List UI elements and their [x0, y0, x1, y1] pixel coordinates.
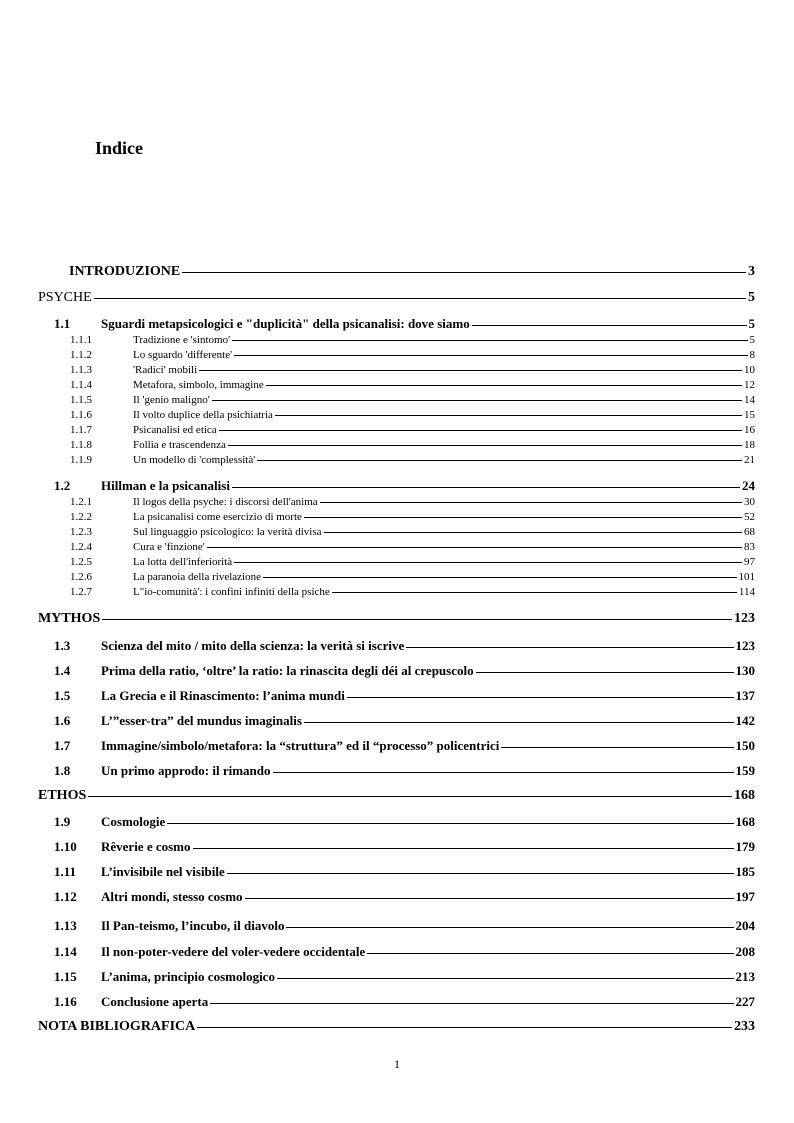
toc-entry-title: Follia e trascendenza — [133, 439, 226, 451]
page-number: 1 — [394, 1057, 400, 1071]
toc-leader-line — [275, 415, 742, 416]
toc-page-number: 15 — [744, 409, 755, 421]
toc-entry-title: Altri mondi, stesso cosmo — [101, 889, 243, 904]
toc-leader-line — [212, 400, 742, 401]
toc-leader-line — [472, 325, 747, 326]
toc-entry-title: Immagine/simbolo/metafora: la “struttura” ed il “processo” policentrici — [101, 738, 500, 753]
toc-section-number: 1.5 — [54, 688, 71, 703]
toc-page-number: 10 — [744, 364, 755, 376]
toc-entry-title: Psicanalisi ed etica — [133, 424, 217, 436]
toc-leader-line — [286, 927, 733, 928]
toc-leader-line — [245, 898, 734, 899]
toc-leader-line — [304, 722, 734, 723]
toc-section-number: 1.2.4 — [70, 541, 92, 553]
toc-section[interactable] — [54, 994, 755, 1010]
toc-entry-title: ETHOS — [38, 788, 87, 803]
toc-page-number: 8 — [749, 349, 755, 361]
toc-leader-line — [197, 1027, 732, 1028]
toc-page-number: 168 — [734, 788, 755, 803]
toc-subsection[interactable] — [70, 364, 755, 376]
toc-section-number: 1.16 — [54, 994, 77, 1009]
toc-subsection[interactable] — [70, 349, 755, 361]
toc-section-number: 1.1.3 — [70, 364, 92, 376]
toc-page-number: 21 — [744, 454, 755, 466]
toc-section[interactable] — [54, 638, 755, 654]
toc-section[interactable] — [54, 663, 755, 679]
toc-page-number: 130 — [735, 663, 755, 678]
toc-subsection[interactable] — [70, 394, 755, 406]
toc-entry-title: Cosmologie — [101, 814, 166, 829]
toc-section-number: 1.1.7 — [70, 424, 92, 436]
toc-section-number: 1.10 — [54, 839, 77, 854]
toc-leader-line — [263, 577, 737, 578]
toc-subsection[interactable] — [70, 409, 755, 421]
toc-page-number: 137 — [735, 688, 755, 703]
toc-section-number: 1.9 — [54, 814, 71, 829]
toc-subsection[interactable] — [70, 511, 755, 523]
toc-leader-line — [193, 848, 734, 849]
toc-page-number: 24 — [742, 478, 755, 493]
toc-heading-nota-bibliografica[interactable] — [38, 1019, 755, 1035]
toc-subsection[interactable] — [70, 424, 755, 436]
toc-section-number: 1.6 — [54, 713, 71, 728]
toc-leader-line — [210, 1003, 733, 1004]
toc-entry-title: INTRODUZIONE — [69, 264, 181, 279]
toc-heading-ethos[interactable] — [38, 788, 755, 804]
toc-section-number: 1.2.1 — [70, 496, 92, 508]
toc-leader-line — [304, 517, 742, 518]
toc-section[interactable] — [54, 944, 755, 960]
toc-page-number: 197 — [735, 889, 755, 904]
toc-leader-line — [199, 370, 742, 371]
toc-subsection[interactable] — [70, 556, 755, 568]
toc-entry-title: Un primo approdo: il rimando — [101, 763, 271, 778]
toc-leader-line — [324, 532, 743, 533]
toc-entry-title: L"io-comunità': i confini infiniti della psiche — [133, 586, 330, 598]
toc-section[interactable] — [54, 969, 755, 985]
toc-leader-line — [320, 502, 742, 503]
toc-entry-title: Sul linguaggio psicologico: la verità divisa — [133, 526, 322, 538]
toc-leader-line — [228, 445, 742, 446]
toc-page-number: 185 — [735, 864, 755, 879]
toc-entry-title: Conclusione aperta — [101, 994, 209, 1009]
toc-section[interactable] — [54, 688, 755, 704]
toc-entry-title: 'Radici' mobili — [133, 364, 198, 376]
toc-section[interactable] — [54, 738, 755, 754]
toc-page-number: 159 — [735, 763, 755, 778]
toc-page-number: 227 — [735, 994, 755, 1009]
toc-section-number: 1.2.2 — [70, 511, 92, 523]
toc-entry-title: NOTA BIBLIOGRAFICA — [38, 1019, 196, 1034]
toc-section-number: 1.2 — [54, 478, 71, 493]
toc-entry-title: Un modello di 'complessità' — [133, 454, 256, 466]
toc-entry-title: PSYCHE — [38, 290, 92, 305]
toc-leader-line — [94, 298, 746, 299]
toc-section-number: 1.4 — [54, 663, 71, 678]
toc-entry-title: Il volto duplice della psichiatria — [133, 409, 273, 421]
toc-entry-title: Il 'genio maligno' — [133, 394, 210, 406]
toc-subsection[interactable] — [70, 496, 755, 508]
toc-leader-line — [219, 430, 742, 431]
toc-leader-line — [234, 562, 742, 563]
toc-page-number: 142 — [735, 713, 755, 728]
toc-page-number: 123 — [734, 611, 755, 626]
toc-section-number: 1.11 — [54, 864, 77, 879]
toc-subsection[interactable] — [70, 454, 755, 466]
toc-entry-title: La Grecia e il Rinascimento: l’anima mundi — [101, 688, 345, 703]
toc-entry-title: Metafora, simbolo, immagine — [133, 379, 264, 391]
toc-subsection[interactable] — [70, 586, 755, 598]
toc-page-number: 16 — [744, 424, 755, 436]
toc-section-number: 1.8 — [54, 763, 71, 778]
toc-subsection[interactable] — [70, 334, 755, 346]
toc-leader-line — [277, 978, 734, 979]
toc-section[interactable] — [54, 814, 755, 830]
toc-entry-title: MYTHOS — [38, 611, 101, 626]
toc-entry-title: Cura e 'finzione' — [133, 541, 205, 553]
toc-section[interactable] — [54, 918, 755, 934]
toc-section[interactable] — [54, 839, 755, 855]
toc-heading-mythos[interactable] — [38, 611, 755, 627]
toc-entry-title: L’invisibile nel visibile — [101, 864, 225, 879]
page-title: Indice — [95, 138, 144, 158]
toc-page-number: 213 — [735, 969, 755, 984]
toc-page-number: 101 — [738, 571, 755, 583]
toc-section-number: 1.1.6 — [70, 409, 92, 421]
toc-section-1-2[interactable] — [54, 478, 755, 494]
toc-leader-line — [332, 592, 737, 593]
toc-leader-line — [234, 355, 747, 356]
toc-page-number: 18 — [744, 439, 755, 451]
toc-subsection[interactable] — [70, 439, 755, 451]
toc-section-number: 1.1.5 — [70, 394, 92, 406]
toc-leader-line — [182, 272, 746, 273]
toc-entry-title: La paranoia della rivelazione — [133, 571, 261, 583]
toc-section-number: 1.2.5 — [70, 556, 92, 568]
toc-leader-line — [167, 823, 733, 824]
toc-page-number: 208 — [735, 944, 755, 959]
toc-leader-line — [347, 697, 734, 698]
toc-page-number: 97 — [744, 556, 755, 568]
toc-leader-line — [273, 772, 734, 773]
toc-entry-title: Tradizione e 'sintomo' — [133, 334, 231, 346]
toc-section-number: 1.1.4 — [70, 379, 92, 391]
toc-entry-title: La lotta dell'inferiorità — [133, 556, 233, 568]
toc-entry-title: L’anima, principio cosmologico — [101, 969, 275, 984]
toc-section[interactable] — [54, 713, 755, 729]
toc-section-1-1[interactable] — [54, 316, 755, 332]
toc-leader-line — [406, 647, 733, 648]
toc-subsection[interactable] — [70, 379, 755, 391]
toc-entry-title: Scienza del mito / mito della scienza: la verità si iscrive — [101, 638, 405, 653]
toc-leader-line — [102, 619, 732, 620]
toc-section[interactable] — [54, 864, 755, 880]
toc-entry-introduzione[interactable] — [69, 264, 755, 280]
toc-page-number: 12 — [744, 379, 755, 391]
toc-leader-line — [227, 873, 734, 874]
toc-entry-title: Sguardi metapsicologici e "duplicità" della psicanalisi: dove siamo — [101, 316, 470, 331]
toc-page-number: 14 — [744, 394, 755, 406]
toc-leader-line — [232, 340, 747, 341]
toc-entry-title: Il non-poter-vedere del voler-vedere occidentale — [101, 944, 366, 959]
toc-section-number: 1.1.2 — [70, 349, 92, 361]
toc-entry-title: La psicanalisi come esercizio di morte — [133, 511, 302, 523]
toc-leader-line — [257, 460, 742, 461]
toc-page-number: 68 — [744, 526, 755, 538]
toc-section-number: 1.2.7 — [70, 586, 92, 598]
toc-leader-line — [266, 385, 742, 386]
toc-leader-line — [501, 747, 733, 748]
toc-entry-title: Rêverie e cosmo — [101, 839, 191, 854]
toc-page-number: 3 — [748, 264, 755, 279]
toc-subsection[interactable] — [70, 571, 755, 583]
toc-leader-line — [88, 796, 732, 797]
toc-entry-title: Il Pan-teismo, l’incubo, il diavolo — [101, 918, 285, 933]
toc-page-number: 168 — [735, 814, 755, 829]
toc-section[interactable] — [54, 763, 755, 779]
toc-section[interactable] — [54, 889, 755, 905]
toc-entry-title: Lo sguardo 'differente' — [133, 349, 233, 361]
toc-entry-title: Hillman e la psicanalisi — [101, 478, 230, 493]
toc-section-number: 1.2.3 — [70, 526, 92, 538]
toc-page-number: 5 — [748, 290, 755, 305]
toc-section-number: 1.15 — [54, 969, 77, 984]
toc-page-number: 179 — [735, 839, 755, 854]
toc-page-number: 30 — [744, 496, 755, 508]
toc-section-number: 1.1.9 — [70, 454, 92, 466]
toc-section-number: 1.14 — [54, 944, 77, 959]
toc-page-number: 114 — [738, 586, 755, 598]
toc-section-number: 1.1 — [54, 316, 71, 331]
toc-page-number: 204 — [735, 918, 755, 933]
toc-section-number: 1.13 — [54, 918, 77, 933]
toc-entry-title: L’”esser-tra” del mundus imaginalis — [101, 713, 302, 728]
toc-page-number: 123 — [735, 638, 755, 653]
toc-page-number: 5 — [749, 334, 755, 346]
toc-page-number: 83 — [744, 541, 755, 553]
toc-heading-psyche[interactable] — [38, 290, 755, 306]
toc-section-number: 1.7 — [54, 738, 71, 753]
toc-page-number: 52 — [744, 511, 755, 523]
toc-section-number: 1.1.1 — [70, 334, 92, 346]
toc-leader-line — [476, 672, 734, 673]
toc-page-number: 233 — [734, 1019, 755, 1034]
toc-section-number: 1.3 — [54, 638, 71, 653]
toc-subsection[interactable] — [70, 526, 755, 538]
toc-section-number: 1.1.8 — [70, 439, 92, 451]
toc-page-number: 5 — [748, 316, 755, 331]
toc-entry-title: Il logos della psyche: i discorsi dell'anima — [133, 496, 318, 508]
toc-entry-title: Prima della ratio, ‘oltre’ la ratio: la rinascita degli déi al crepuscolo — [101, 663, 474, 678]
toc-page-number: 150 — [735, 738, 755, 753]
toc-leader-line — [367, 953, 733, 954]
toc-leader-line — [232, 487, 740, 488]
toc-leader-line — [207, 547, 742, 548]
toc-section-number: 1.2.6 — [70, 571, 92, 583]
toc-section-number: 1.12 — [54, 889, 77, 904]
toc-subsection[interactable] — [70, 541, 755, 553]
